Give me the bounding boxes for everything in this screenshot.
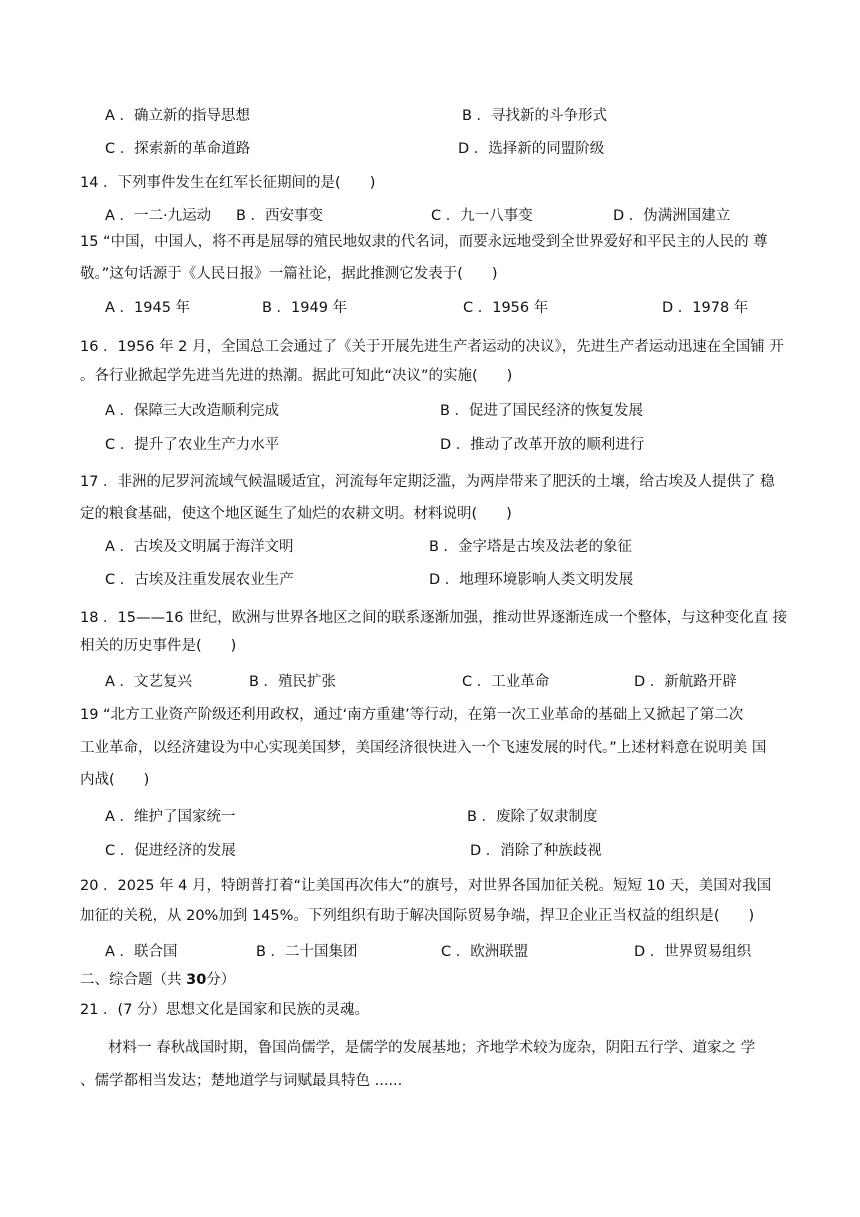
q17-option-b: B ．金字塔是古埃及法老的象征 [429,539,633,555]
q13-option-b: B ．寻找新的斗争形式 [462,108,608,124]
q13-option-c: C ．探索新的革命道路 [105,141,251,157]
q17-stem-line-2: 定的粮食基础，使这个地区诞生了灿烂的农耕文明。材料说明( ) [80,506,512,522]
q20-stem-line-2: 加征的关税，从 20%加到 145%。下列组织有助于解决国际贸易争端，捍卫企业正当权益的组织是( ) [80,908,755,924]
q18-option-c: C ．工业革命 [462,674,550,690]
q17-stem-line-1: 17 ．非洲的尼罗河流域气候温暖适宜，河流每年定期泛滥，为两岸带来了肥沃的土壤，给古埃及人提供了 稳 [80,474,775,490]
q21-stem: 21 ．(7 分）思想文化是国家和民族的灵魂。 [80,1002,370,1018]
q14-option-d: D ．伪满洲国建立 [613,208,731,224]
q19-option-b: B ．废除了奴隶制度 [467,809,598,825]
q18-option-d: D ．新航路开辟 [634,674,737,690]
q15-option-b: B ．1949 年 [262,300,348,316]
q16-option-b: B ．促进了国民经济的恢复发展 [440,403,644,419]
q13-option-a: A ．确立新的指导思想 [105,108,251,124]
q19-option-a: A ．维护了国家统一 [105,809,236,825]
q21-material-line-2: 、儒学都相当发达；楚地道学与词赋最具特色 ...... [80,1073,403,1089]
q16-option-a: A ．保障三大改造顺利完成 [105,403,280,419]
q15-option-d: D ．1978 年 [662,300,749,316]
q15-option-a: A ．1945 年 [105,300,191,316]
q14-option-b: B ．西安事变 [236,208,324,224]
section-2-suffix: 分） [206,972,236,988]
q15-stem-line-2: 敬。”这句话源于《人民日报》一篇社论，据此推测它发表于( ) [80,266,498,282]
q18-option-a: A ．文艺复兴 [105,674,193,690]
q17-option-c: C ．古埃及注重发展农业生产 [105,572,294,588]
q16-option-c: C ．提升了农业生产力水平 [105,437,280,453]
q18-stem-line-1: 18 ．15——16 世纪，欧洲与世界各地区之间的联系逐渐加强，推动世界逐渐连成一个整体，与这种变化直 接 [80,610,788,626]
q17-option-a: A ．古埃及文明属于海洋文明 [105,539,294,555]
q20-stem-line-1: 20 ．2025 年 4 月，特朗普打着“让美国再次伟大”的旗号，对世界各国加征关税。短短 10 天，美国对我国 [80,878,772,894]
q19-stem-line-3: 内战( ) [80,772,150,788]
q19-option-d: D ．消除了种族歧视 [470,843,602,859]
q17-option-d: D ．地理环境影响人类文明发展 [429,572,634,588]
q14-stem: 14 ．下列事件发生在红军长征期间的是( ) [80,175,376,191]
q16-stem-line-2: 。各行业掀起学先进当先进的热潮。据此可知此“决议”的实施( ) [80,368,513,384]
q19-stem-line-2: 工业革命，以经济建设为中心实现美国梦，美国经济很快进入一个飞速发展的时代。”上述材料意在说明美 国 [80,740,767,756]
q15-option-c: C ．1956 年 [463,300,549,316]
q13-option-d: D ．选择新的同盟阶级 [458,141,605,157]
q15-stem-line-1: 15 “中国，中国人，将不再是屈辱的殖民地奴隶的代名词，而要永远地受到全世界爱好和平民主的人民的 尊 [80,234,768,250]
q19-option-c: C ．促进经济的发展 [105,843,236,859]
section-2-prefix: 二、综合题（共 [80,972,187,988]
q20-option-d: D ．世界贸易组织 [634,944,752,960]
q20-option-a: A ．联合国 [105,944,178,960]
section-2-score: 30 [186,972,207,988]
q16-option-d: D ．推动了改革开放的顺利进行 [440,437,645,453]
q19-stem-line-1: 19 “北方工业资产阶级还利用政权，通过‘南方重建’等行动，在第一次工业革命的基础上又掀起了第二次 [80,707,744,723]
q18-stem-line-2: 相关的历史事件是( ) [80,638,237,654]
q21-material-line-1: 材料一 春秋战国时期，鲁国尚儒学，是儒学的发展基地；齐地学术较为庞杂，阴阳五行学、道家之 学 [108,1040,756,1056]
q18-option-b: B ．殖民扩张 [249,674,337,690]
section-2-heading [80,970,235,990]
q16-stem-line-1: 16 ．1956 年 2 月，全国总工会通过了《关于开展先进生产者运动的决议》，先进生产者运动迅速在全国铺 开 [80,339,784,355]
q14-option-a: A ．一二·九运动 [105,208,212,224]
q20-option-c: C ．欧洲联盟 [441,944,529,960]
q20-option-b: B ．二十国集团 [256,944,358,960]
q14-option-c: C ．九一八事变 [431,208,533,224]
